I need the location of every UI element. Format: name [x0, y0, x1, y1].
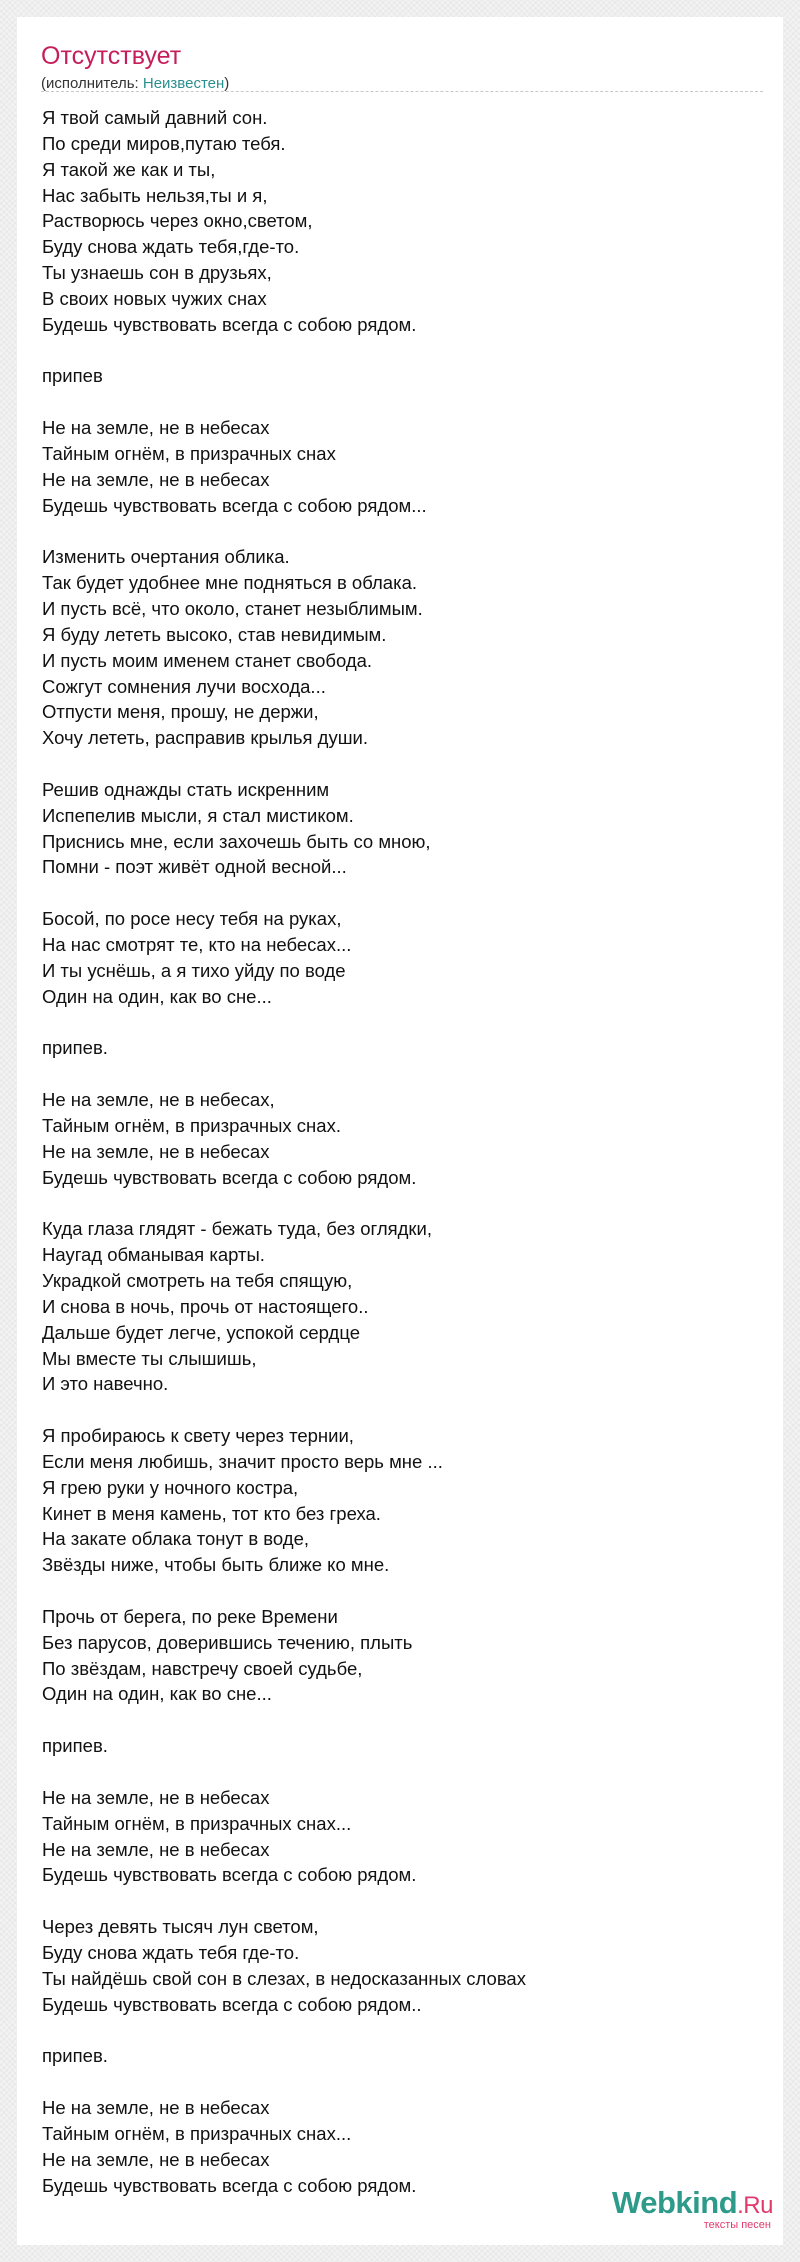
site-logo[interactable] — [612, 2187, 773, 2231]
logo-wordmark — [612, 2187, 773, 2222]
artist-link[interactable]: Неизвестен — [142, 75, 225, 92]
lyrics-text: Я твой самый давний сон. По среди миров,путаю тебя. Я такой же как и ты, Нас забыть нельзя,ты и я, Растворюсь через окно,светом, Буду снова ждать тебя,где-то. Ты узнаешь сон в друзьях, В своих новых чужих снах Будешь чувствовать всегда с собою рядом. припев Не на земле, не в небесах Тайным огнём, в призрачных снах Не на земле, не в небесах Будешь чувствовать всегда с собою рядом... Изменить очертания облика. Так будет удобнее мне подняться в облака. И пусть всё, что около, станет незыблимым. Я буду лететь высоко, став невидимым. И пусть моим именем станет свобода. Сожгут сомнения лучи восхода... Отпусти меня, прошу, не держи, Хочу лететь, расправив крылья души. Решив однажды стать искренним Испепелив мысли, я стал мистиком. Приснись мне, если захочешь быть со мною, Помни - поэт живёт одной весной... Босой, по росе несу тебя на руках, На нас смотрят те, кто на небесах... И ты уснёшь, а я тихо уйду по воде Один на один, как во сне... припев. Не на земле, не в небесах, Тайным огнём, в призрачных снах. Не на земле, не в небесах Будешь чувствовать всегда с собою рядом. Куда глаза глядят - бежать туда, без оглядки, Наугад обманывая карты. Украдкой смотреть на тебя спящую, И снова в ночь, прочь от настоящего.. Дальше будет легче, успокой сердце Мы вместе ты слышишь, И это навечно. Я пробираюсь к свету через тернии, Если меня любишь, значит просто верь мне ... Я грею руки у ночного костра, Кинет в меня камень, тот кто без греха. На закате облака тонут в воде, Звёзды ниже, чтобы быть ближе ко мне. Прочь от берега, по реке Времени Без парусов, доверившись течению, плыть По звёздам, навстречу своей судьбе, Один на один, как во сне... припев. Не на земле, не в небесах Тайным огнём, в призрачных снах... Не на земле, не в небесах Будешь чувствовать всегда с собою рядом. Через девять тысяч лун светом, Буду снова ждать тебя где-то. Ты найдёшь свой сон в слезах, в недосказанных словах Будешь чувствовать всегда с собою рядом.. припев. Не на земле, не в небесах Тайным огнём, в призрачных снах... Не на земле, не в небесах Будешь чувствовать всегда с собою рядом. — [42, 107, 526, 2196]
logo-tagline: тексты песен — [703, 2219, 771, 2231]
song-title: Отсутствует — [41, 42, 182, 70]
lyrics-card — [17, 17, 783, 2245]
performer-suffix: ) — [224, 75, 230, 92]
title-divider — [41, 91, 763, 92]
logo-name: Webkind — [612, 2185, 738, 2220]
performer-prefix: (исполнитель: — [41, 75, 143, 92]
logo-tld: .Ru — [737, 2192, 773, 2219]
